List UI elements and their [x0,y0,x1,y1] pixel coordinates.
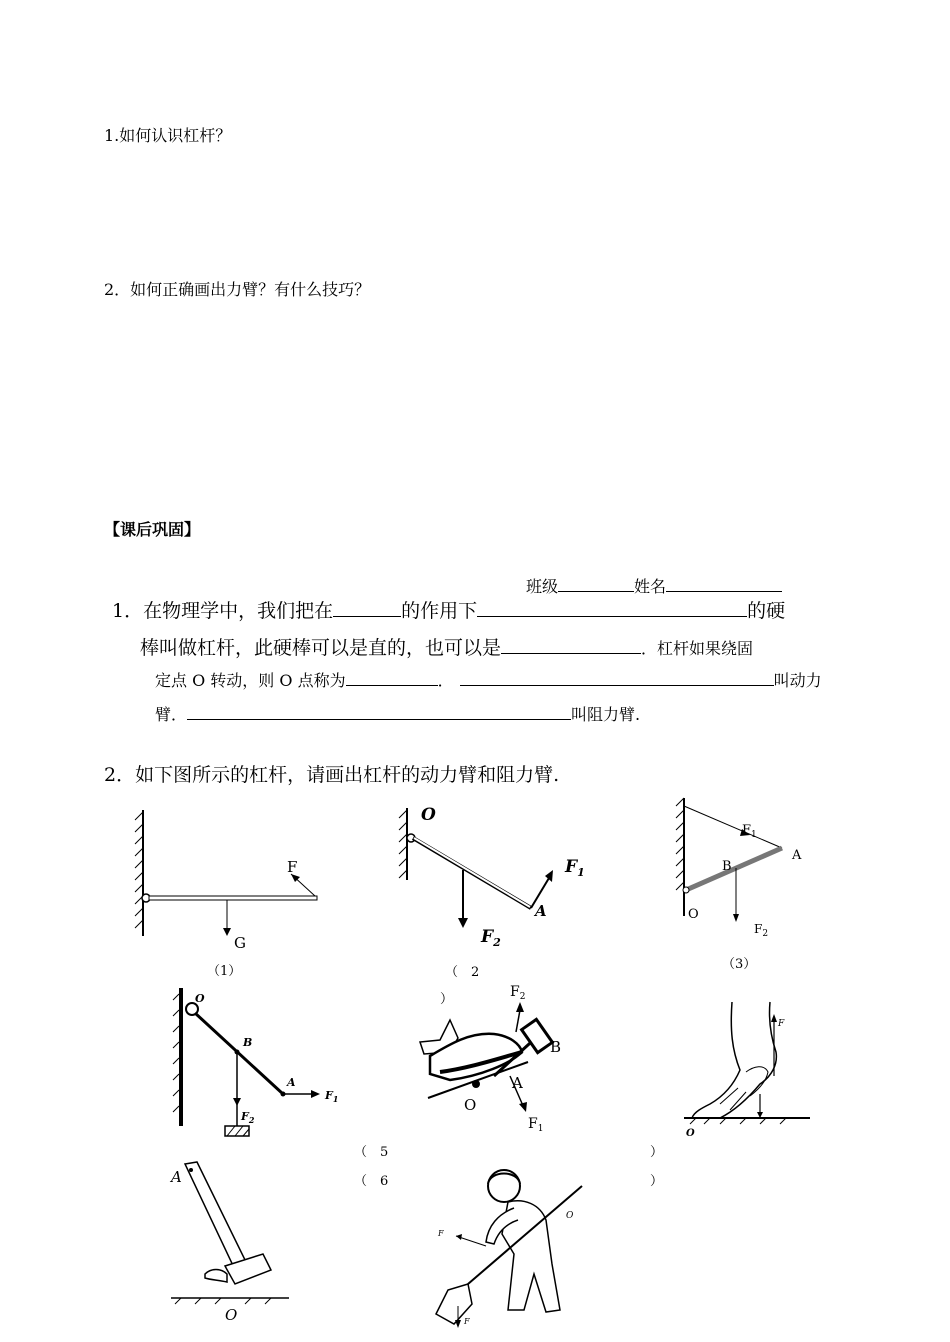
label-O: O [225,1306,238,1324]
label-F1: $F_1$ [742,823,757,840]
label-O: O [686,1128,695,1139]
label-O: O [421,805,436,825]
figure-5-caption-b: ） [650,1145,664,1160]
figure-3-caption: （3） [722,957,757,972]
label-O: O [195,992,205,1005]
name-blank[interactable] [666,573,782,592]
ex1-blank-4[interactable] [346,667,438,686]
label-F: F [778,1019,785,1029]
label-G: G [234,934,246,952]
label-F2: $F_2$ [754,922,769,939]
label-F2: $F_2$ [481,927,501,949]
label-A: A [792,848,802,863]
label-F2: F [464,1317,470,1326]
ex1-text: 的作用下 [401,600,478,622]
figure-2-caption-a: （ 2 [445,965,480,980]
figure-6-foot [680,1000,820,1140]
ex1-text: ．杠杆如果绕固 [641,639,754,658]
ex1-blank-1[interactable] [333,598,401,617]
label-F1: F [438,1229,444,1238]
ex1-text: 在物理学中，我们把在 [143,600,334,622]
ex1-line4 [155,701,640,725]
ex1-blank-3[interactable] [501,635,641,654]
ex1-text: ． [437,671,454,690]
ex1-number: 1． [112,600,144,622]
ex1-text: 叫动力 [773,671,822,690]
name-label: 姓名 [634,577,667,596]
class-name-line [526,573,782,597]
ex1-text: 叫阻力臂. [571,705,641,724]
label-F1: $F_1$ [325,1089,339,1104]
label-A: A [512,1074,523,1092]
label-F1: $F_1$ [528,1116,544,1134]
ex1-blank-6[interactable] [187,701,571,720]
label-F2: $F_2$ [241,1110,255,1125]
figure-2-caption-b: ） [440,992,454,1007]
label-A: A [535,902,547,920]
figure-3-lever [672,796,822,976]
ex1-blank-5[interactable] [460,667,774,686]
ex1-text: 定点 O 转动，则 O 点称为 [155,671,346,690]
label-O: O [688,907,699,922]
ex1-line2 [140,633,753,660]
section-title: 【课后巩固】 [104,520,201,539]
ex1-text: 的硬 [747,600,786,622]
label-A: A [171,1168,182,1186]
label-B: B [722,859,732,874]
figure-6-caption-b: ） [650,1174,664,1189]
question-1: 1.如何认识杠杆？ [104,126,232,145]
class-blank[interactable] [558,573,634,592]
figure-2-lever [395,800,595,1010]
ex1-line3 [155,667,822,691]
figure-5-pedal [410,980,590,1140]
label-A: A [287,1076,296,1089]
label-F: F [287,858,298,876]
ex1-text: 棒叫做杠杆，此硬棒可以是直的，也可以是 [140,637,502,659]
question-2: 2．如何正确画出力臂？有什么技巧？ [104,280,371,299]
label-F1: $F_1$ [565,857,585,879]
label-O: O [464,1096,477,1114]
figure-8-shovel-worker [428,1164,608,1334]
label-B: B [243,1036,253,1049]
label-F2: $F_2$ [510,984,526,1002]
ex1-blank-2[interactable] [477,598,747,617]
ex1-text: 臂． [155,705,188,724]
figure-4-lever [165,986,365,1146]
ex2-text: 2．如下图所示的杠杆，请画出杠杆的动力臂和阻力臂. [104,764,560,786]
figure-5-caption-a: （ 5 [354,1145,389,1160]
label-B: B [550,1038,562,1056]
figure-1-caption: （1） [207,964,242,979]
figure-6-caption-a: （ 6 [354,1174,389,1189]
figure-1-lever [125,808,335,978]
ex1-line1 [112,596,785,623]
label-O: O [566,1211,574,1221]
figure-7-hammer [165,1158,295,1328]
class-label: 班级 [526,577,559,596]
